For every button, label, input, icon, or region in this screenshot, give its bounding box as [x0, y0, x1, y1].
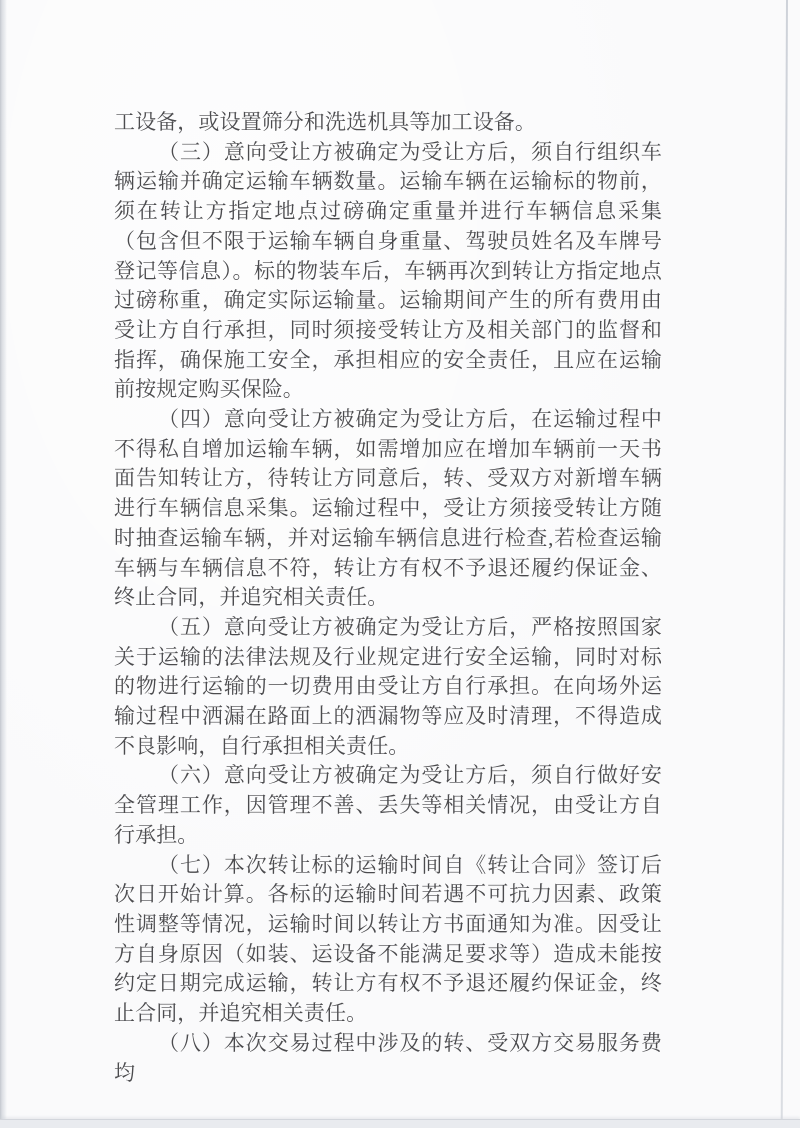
- scan-edge-left: [0, 0, 7, 1128]
- paragraph-continuation: 工设备，或设置筛分和洗选机具等加工设备。: [114, 110, 536, 134]
- paragraph-clause-7: （七）本次转让标的运输时间自《转让合同》签订后次日开始计算。各标的运输时间若遇不可抗力因素、政策性调整等情况，运输时间以转让方书面通知为准。因受让方自身原因（如装、运设备不能满足要求等）造成未能按约定日期完成运输，转让方有权不予退还履约保证金，终止合同，并追究相关责任。: [114, 852, 662, 1026]
- paragraph-clause-6: （六）意向受让方被确定为受让方后，须自行做好安全管理工作，因管理不善、丢失等相关情况，由受让方自行承担。: [114, 763, 662, 847]
- document-body: [114, 108, 662, 1088]
- paragraph-clause-8: （八）本次交易过程中涉及的转、受双方交易服务费均: [114, 1030, 662, 1085]
- paragraph-clause-3: （三）意向受让方被确定为受让方后，须自行组织车辆运输并确定运输车辆数量。运输车辆在运输标的物前，须在转让方指定地点过磅确定重量并进行车辆信息采集（包含但不限于运输车辆自身重量、驾驶员姓名及车牌号登记等信息）。标的物装车后，车辆再次到转让方指定地点过磅称重，确定实际运输量。运输期间产生的所有费用由受让方自行承担，同时须接受转让方及相关部门的监督和指挥，确保施工安全，承担相应的安全责任，且应在运输前按规定购买保险。: [114, 139, 662, 402]
- paragraph-clause-4: （四）意向受让方被确定为受让方后，在运输过程中不得私自增加运输车辆，如需增加应在增加车辆前一天书面告知转让方，待转让方同意后，转、受双方对新增车辆进行车辆信息采集。运输过程中，受让方须接受转让方随时抽查运输车辆，并对运输车辆信息进行检查,若检查运输车辆与车辆信息不符，转让方有权不予退还履约保证金、终止合同，并追究相关责任。: [114, 407, 662, 610]
- paragraph-clause-5: （五）意向受让方被确定为受让方后，严格按照国家关于运输的法律法规及行业规定进行安全运输，同时对标的物进行运输的一切费用由受让方自行承担。在向场外运输过程中洒漏在路面上的洒漏物等应及时清理，不得造成不良影响，自行承担相关责任。: [114, 614, 662, 758]
- page-fold-line: [781, 0, 788, 1122]
- scan-edge-bottom: [0, 1119, 800, 1128]
